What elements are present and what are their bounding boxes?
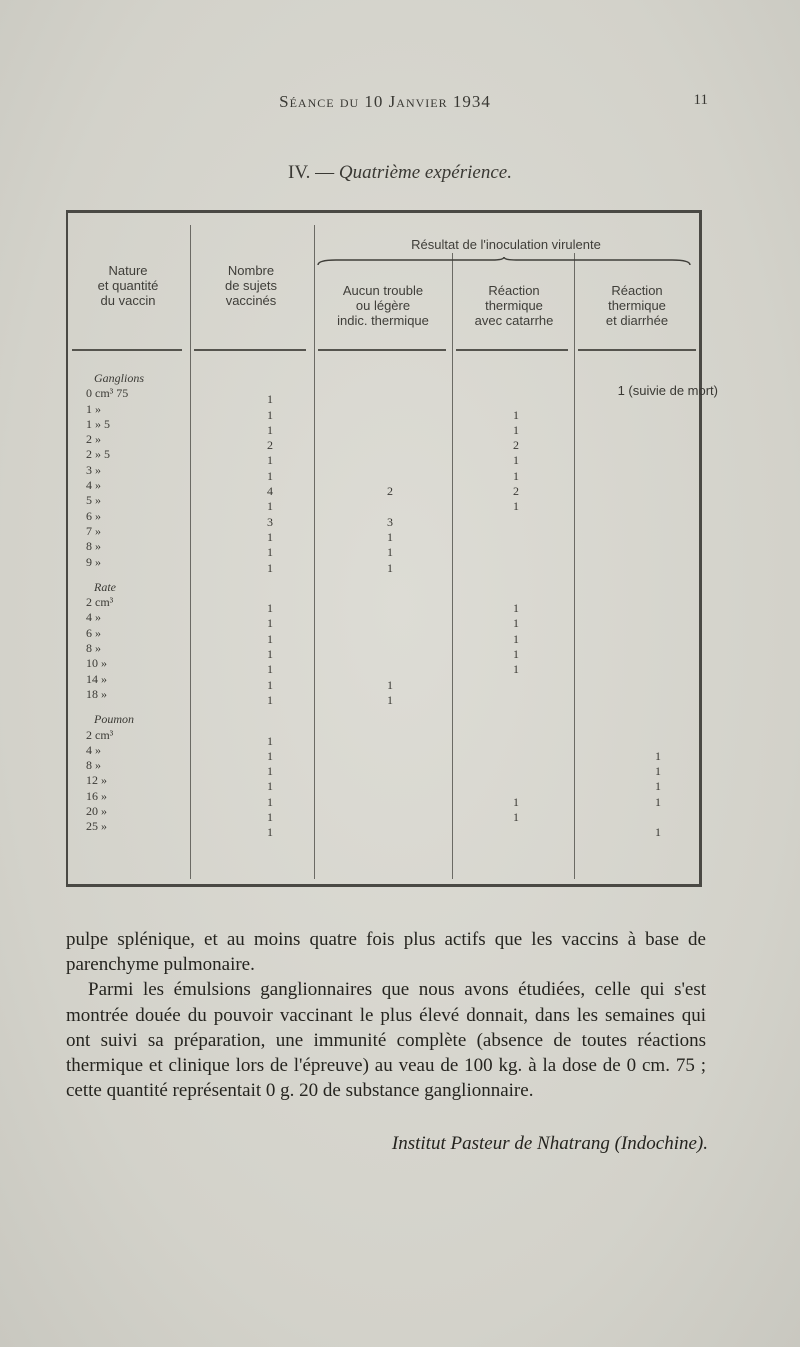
a-cell	[378, 499, 402, 514]
quantity-cell: 2 » 5	[86, 447, 110, 462]
c-cell: 1	[655, 825, 661, 840]
spacer-row	[504, 718, 528, 733]
column-nature	[86, 371, 216, 835]
b-cell: 1	[513, 810, 519, 825]
c-cell	[618, 484, 698, 499]
b-cell: 2	[513, 484, 519, 499]
b-cell	[504, 764, 528, 779]
a-cell: 1	[387, 545, 393, 560]
quantity-cell: 2 cm³	[86, 595, 114, 610]
header-rule	[318, 349, 446, 351]
results-table	[66, 210, 718, 887]
column-divider	[452, 253, 453, 879]
count-cell: 1	[267, 631, 273, 646]
body-text	[66, 927, 706, 1103]
group-gap	[258, 708, 282, 718]
group-gap	[378, 708, 402, 718]
header-line: ou légère	[355, 298, 411, 313]
spacer-row	[378, 718, 402, 733]
b-cell	[504, 749, 528, 764]
a-cell	[378, 779, 402, 794]
c-cell	[618, 734, 698, 749]
c-cell	[618, 469, 698, 484]
group-label: Ganglions	[94, 371, 145, 385]
group-gap	[618, 708, 698, 718]
count-cell: 1	[267, 529, 273, 544]
count-cell: 1	[267, 407, 273, 422]
b-cell	[504, 515, 528, 530]
a-cell	[378, 647, 402, 662]
quantity-cell: 0 cm³ 75	[86, 386, 129, 401]
count-cell: 4	[267, 484, 273, 499]
death-note: 1 (suivie de mort)	[617, 383, 718, 399]
c-cell	[618, 438, 698, 453]
quantity-cell: 1 » 5	[86, 416, 110, 431]
a-cell	[378, 616, 402, 631]
c-cell	[618, 810, 698, 825]
count-cell: 1	[267, 422, 273, 437]
quantity-cell: 12 »	[86, 773, 107, 788]
count-cell: 1	[267, 692, 273, 707]
header-line: Réaction	[488, 283, 540, 298]
a-cell: 1	[387, 529, 393, 544]
count-cell: 1	[267, 764, 273, 779]
c-cell	[618, 561, 698, 576]
count-cell: 1	[267, 468, 273, 483]
quantity-cell: 18 »	[86, 686, 107, 701]
a-cell	[378, 632, 402, 647]
running-header	[0, 92, 800, 116]
a-cell	[378, 392, 402, 407]
b-cell: 1	[513, 662, 519, 677]
a-cell	[378, 825, 402, 840]
b-cell	[504, 530, 528, 545]
signature: Institut Pasteur de Nhatrang (Indochine).	[391, 1133, 708, 1154]
quantity-cell: 2 cm³	[86, 727, 114, 742]
a-cell: 2	[387, 484, 393, 499]
a-cell: 1	[387, 677, 393, 692]
count-cell: 1	[267, 825, 273, 840]
c-cell	[618, 616, 698, 631]
b-cell: 1	[513, 407, 519, 422]
b-cell	[504, 734, 528, 749]
section-number: IV.	[288, 162, 311, 183]
header-line: Nature	[108, 263, 148, 278]
group-brace	[316, 257, 692, 267]
a-cell	[378, 734, 402, 749]
count-cell: 1	[267, 794, 273, 809]
group-gap	[504, 576, 528, 586]
header-rule	[194, 349, 306, 351]
quantity-cell: 7 »	[86, 523, 101, 538]
quantity-cell: 14 »	[86, 671, 107, 686]
c-cell	[618, 678, 698, 693]
group-gap	[86, 570, 216, 580]
column-count	[258, 392, 282, 840]
quantity-cell: 4 »	[86, 610, 101, 625]
c-cell: 1	[655, 764, 661, 779]
header-line: et diarrhée	[605, 313, 669, 328]
quantity-cell: 6 »	[86, 508, 101, 523]
header-rule	[72, 349, 182, 351]
a-cell	[378, 453, 402, 468]
a-cell	[378, 749, 402, 764]
count-cell: 1	[267, 545, 273, 560]
b-cell	[504, 779, 528, 794]
quantity-cell: 8 »	[86, 641, 101, 656]
a-cell	[378, 438, 402, 453]
column-no-trouble	[378, 392, 402, 840]
count-cell: 1	[267, 662, 273, 677]
header-count	[196, 263, 306, 308]
header-line: Aucun trouble	[342, 283, 424, 298]
count-cell: 1	[267, 601, 273, 616]
b-cell: 1	[513, 601, 519, 616]
c-cell	[618, 408, 698, 423]
c-cell	[618, 693, 698, 708]
c-cell	[618, 499, 698, 514]
a-cell	[378, 662, 402, 677]
quantity-cell: 5 »	[86, 493, 101, 508]
c-cell	[618, 647, 698, 662]
a-cell: 1	[387, 560, 393, 575]
c-cell	[618, 530, 698, 545]
header-rule	[456, 349, 568, 351]
section-dash: —	[315, 162, 335, 183]
spacer-row	[378, 586, 402, 601]
b-cell: 1	[513, 794, 519, 809]
paragraph: Parmi les émulsions ganglionnaires que nous avons étudiées, celle qui s'est montrée douée du pouvoir vaccinant le plus élevé donnait, dans les semaines qui ont suivi sa préparation, une immunité complète (absence de toutes réactions thermique et clinique lors de l'épreuve) au veau de 100 kg. à la dose de 0 cm. 75 ; cette quantité représentait 0 g. 20 de substance ganglionnaire.	[66, 979, 706, 1102]
group-gap	[258, 576, 282, 586]
quantity-cell: 4 »	[86, 742, 101, 757]
spacer-row	[258, 718, 282, 733]
c-cell: 1	[655, 794, 661, 809]
header-group: Résultat de l'inoculation virulente	[411, 237, 601, 252]
column-diarrhee	[617, 383, 718, 840]
quantity-cell: 3 »	[86, 462, 101, 477]
paragraph: pulpe splénique, et au moins quatre fois plus actifs que les vaccins à base de parenchyme pulmonaire.	[66, 929, 706, 976]
b-cell	[504, 678, 528, 693]
header-line: de sujets	[224, 278, 278, 293]
group-label: Rate	[94, 579, 116, 594]
group-gap	[504, 708, 528, 718]
header-line: thermique	[485, 298, 543, 313]
header-c2	[456, 283, 572, 328]
c-cell	[618, 662, 698, 677]
header-line: avec catarrhe	[474, 313, 554, 328]
group-gap	[378, 576, 402, 586]
quantity-cell: 4 »	[86, 478, 101, 493]
a-cell	[378, 795, 402, 810]
header-line: Nombre	[227, 263, 275, 278]
column-divider	[574, 253, 575, 879]
a-cell: 1	[387, 692, 393, 707]
a-cell	[378, 764, 402, 779]
spacer-row	[618, 718, 698, 733]
spacer-row	[504, 586, 528, 601]
count-cell: 1	[267, 677, 273, 692]
count-cell: 1	[267, 810, 273, 825]
header-c1	[318, 283, 448, 328]
count-cell: 1	[267, 733, 273, 748]
spacer-row	[258, 586, 282, 601]
group-gap	[86, 702, 216, 712]
a-cell: 3	[387, 514, 393, 529]
b-cell	[504, 561, 528, 576]
b-cell: 2	[513, 438, 519, 453]
quantity-cell: 2 »	[86, 432, 101, 447]
count-cell: 1	[267, 560, 273, 575]
quantity-cell: 16 »	[86, 788, 107, 803]
header-line: et quantité	[97, 278, 159, 293]
quantity-cell: 8 »	[86, 539, 101, 554]
count-cell: 1	[267, 779, 273, 794]
count-cell: 1	[267, 499, 273, 514]
quantity-cell: 8 »	[86, 758, 101, 773]
section-title: Quatrième expérience.	[338, 162, 512, 183]
column-catarrhe	[504, 392, 528, 840]
b-cell	[504, 693, 528, 708]
b-cell	[504, 825, 528, 840]
page-number: 11	[693, 92, 708, 108]
section-heading	[0, 162, 800, 184]
header-line: indic. thermique	[337, 313, 429, 328]
count-cell: 1	[267, 392, 273, 407]
c-cell	[618, 453, 698, 468]
header-line: vaccinés	[225, 293, 277, 308]
b-cell: 1	[513, 647, 519, 662]
header-c3	[578, 283, 696, 328]
count-cell: 1	[267, 453, 273, 468]
quantity-cell: 10 »	[86, 656, 107, 671]
c-cell	[618, 632, 698, 647]
quantity-cell: 25 »	[86, 819, 107, 834]
spacer-row	[618, 586, 698, 601]
b-cell: 1	[513, 422, 519, 437]
a-cell	[378, 810, 402, 825]
quantity-cell: 9 »	[86, 554, 101, 569]
b-cell: 1	[513, 631, 519, 646]
a-cell	[378, 601, 402, 616]
header-nature	[76, 263, 180, 308]
b-cell: 1	[513, 616, 519, 631]
quantity-cell: 1 »	[86, 401, 101, 416]
a-cell	[378, 423, 402, 438]
c-cell	[618, 515, 698, 530]
count-cell: 2	[267, 438, 273, 453]
header-rule	[578, 349, 696, 351]
c-cell: 1	[655, 748, 661, 763]
b-cell	[504, 545, 528, 560]
c-cell: 1	[655, 779, 661, 794]
c-cell	[618, 545, 698, 560]
group-gap	[618, 576, 698, 586]
b-cell	[504, 392, 528, 407]
quantity-cell: 20 »	[86, 804, 107, 819]
c-cell	[618, 423, 698, 438]
header-line: Réaction	[611, 283, 663, 298]
header-line: du vaccin	[100, 293, 156, 308]
quantity-cell: 6 »	[86, 625, 101, 640]
count-cell: 1	[267, 647, 273, 662]
header-title: Séance du 10 Janvier 1934	[279, 92, 491, 111]
a-cell	[378, 408, 402, 423]
b-cell: 1	[513, 468, 519, 483]
column-divider	[314, 225, 315, 879]
group-label: Poumon	[94, 712, 134, 727]
c-cell	[618, 601, 698, 616]
count-cell: 3	[267, 514, 273, 529]
count-cell: 1	[267, 616, 273, 631]
count-cell: 1	[267, 748, 273, 763]
a-cell	[378, 469, 402, 484]
b-cell: 1	[513, 453, 519, 468]
b-cell: 1	[513, 499, 519, 514]
header-line: thermique	[608, 298, 666, 313]
